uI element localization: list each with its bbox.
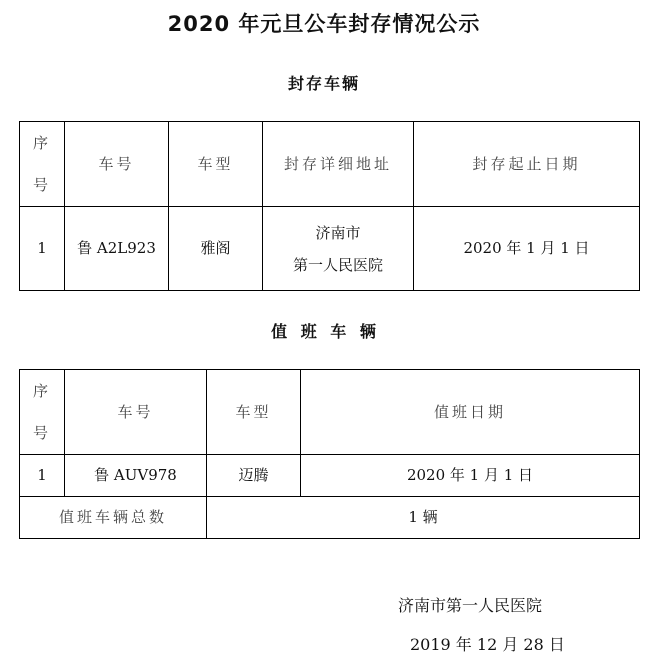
cell-dates: 2020 年 1 月 1 日 xyxy=(414,207,640,291)
sealed-vehicles-heading: 封存车辆 xyxy=(287,74,360,93)
cell-seq: 1 xyxy=(20,207,65,291)
cell-plate: 鲁 AUV978 xyxy=(65,455,207,497)
cell-date: 2020 年 1 月 1 日 xyxy=(301,455,640,497)
header-date: 值班日期 xyxy=(301,370,640,455)
total-label: 值班车辆总数 xyxy=(20,497,207,539)
header-seq xyxy=(20,122,65,207)
cell-seq: 1 xyxy=(20,455,65,497)
header-seq-line1: 序 xyxy=(32,382,51,400)
cell-address-line1: 济南市 xyxy=(315,223,361,242)
cell-plate: 鲁 A2L923 xyxy=(65,207,169,291)
header-seq-line1: 序 xyxy=(32,134,51,152)
cell-address xyxy=(263,207,414,291)
header-plate: 车号 xyxy=(65,370,207,455)
cell-model: 雅阁 xyxy=(169,207,263,291)
duty-vehicles-heading: 值 班 车 辆 xyxy=(271,322,377,341)
table-header-row xyxy=(20,370,640,455)
cell-address-line2: 第一人民医院 xyxy=(292,255,383,274)
page-title: 2020 年元旦公车封存情况公示 xyxy=(167,12,481,36)
header-seq-line2: 号 xyxy=(32,176,51,194)
footer-date: 2019 年 12 月 28 日 xyxy=(410,635,565,654)
header-model: 车型 xyxy=(207,370,301,455)
header-dates: 封存起止日期 xyxy=(414,122,640,207)
total-row xyxy=(20,497,640,539)
duty-vehicles-table xyxy=(19,369,640,539)
sealed-vehicles-table xyxy=(19,121,640,291)
table-row xyxy=(20,455,640,497)
footer-signature: 济南市第一人民医院 xyxy=(398,596,543,615)
header-model: 车型 xyxy=(169,122,263,207)
table-header-row xyxy=(20,122,640,207)
header-seq xyxy=(20,370,65,455)
header-plate: 车号 xyxy=(65,122,169,207)
total-value: 1 辆 xyxy=(207,497,640,539)
header-seq-line2: 号 xyxy=(32,424,51,442)
table-row xyxy=(20,207,640,291)
header-address: 封存详细地址 xyxy=(263,122,414,207)
cell-model: 迈腾 xyxy=(207,455,301,497)
